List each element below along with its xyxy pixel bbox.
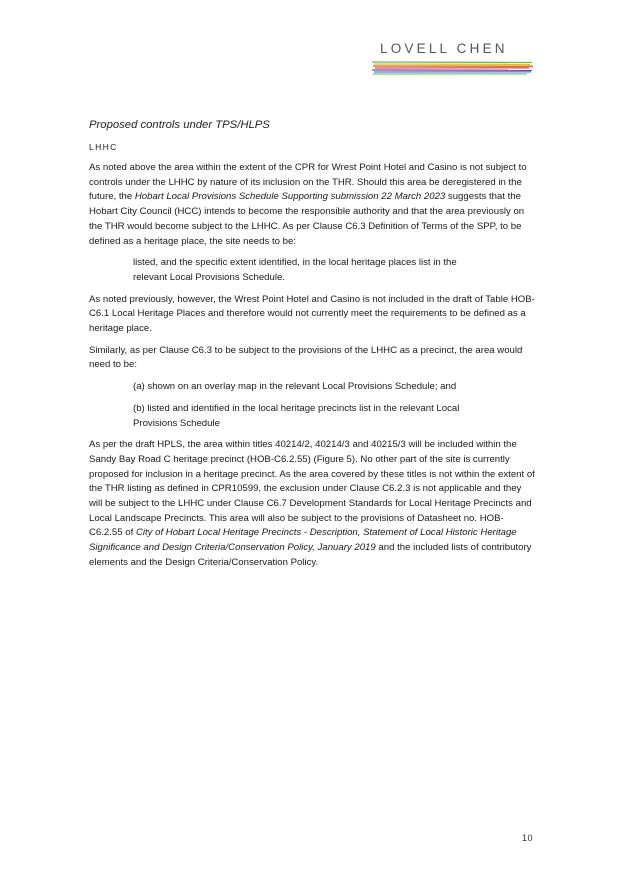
paragraph-3: Similarly, as per Clause C6.3 to be subject to the provisions of the LHHC as a precinct, the area would need to be: xyxy=(89,344,523,371)
section-title: Proposed controls under TPS/HLPS xyxy=(89,119,270,131)
quote-2b: (b) listed and identified in the local heritage precincts list in the relevant Local Provisions Schedule xyxy=(133,402,460,429)
subheading: LHHC xyxy=(89,142,118,152)
logo-line xyxy=(372,62,532,63)
main-content xyxy=(89,119,535,578)
logo-text: LOVELL CHEN xyxy=(380,41,508,56)
paragraph-4: As per the draft HPLS, the area within titles 40214/2, 40214/3 and 40215/3 will be included within the Sandy Bay Road C heritage precinct (HOB-C6.2.55) (Figure 5). No other part of the site is currently proposed for inclusion in a heritage precinct. As the area covered by these titles is not within the extent of the THR listing as defined in CPR10599, the exclusion under Clause C6.2.3 is not applicable and they will be subject to the LHHC under Clause C6.7 Development Standards for Local Heritage Precincts and Local Landscape Precincts. This area will also be subject to the provisions of Datasheet no. HOB-C6.2.55 of City of Hobart Local Heritage Precincts - Description, Statement of Local Historic Heritage Significance and Design Criteria/Conservation Policy, January 2019 and the included lists of contributory elements and the Design Criteria/Conservation Policy. xyxy=(89,439,535,568)
quote-2a: (a) shown on an overlay map in the relevant Local Provisions Schedule; and xyxy=(133,381,457,393)
logo-color-lines xyxy=(372,61,534,75)
paragraph-1: As noted above the area within the extent of the CPR for Wrest Point Hotel and Casino is not subject to controls under the LHHC by nature of its inclusion on the THR. Should this area be deregistered in the future, the Hobart Local Provisions Schedule Supporting submission 22 March 2023 suggests that the Hobart City Council (HCC) intends to become the responsible authority and that the area previously on the THR would become subject to the LHHC. As per Clause C6.3 Definition of Terms of the SPP, to be defined as a heritage place, the site needs to be: xyxy=(89,162,527,247)
page-number: 10 xyxy=(522,833,534,843)
quote-1: listed, and the specific extent identified, in the local heritage places list in the relevant Local Provisions Schedule. xyxy=(133,257,457,283)
paragraph-2: As noted previously, however, the Wrest Point Hotel and Casino is not included in the draft of Table HOB-C6.1 Local Heritage Places and therefore would not currently meet the requirements to be defined as a heritage place. xyxy=(89,293,535,335)
